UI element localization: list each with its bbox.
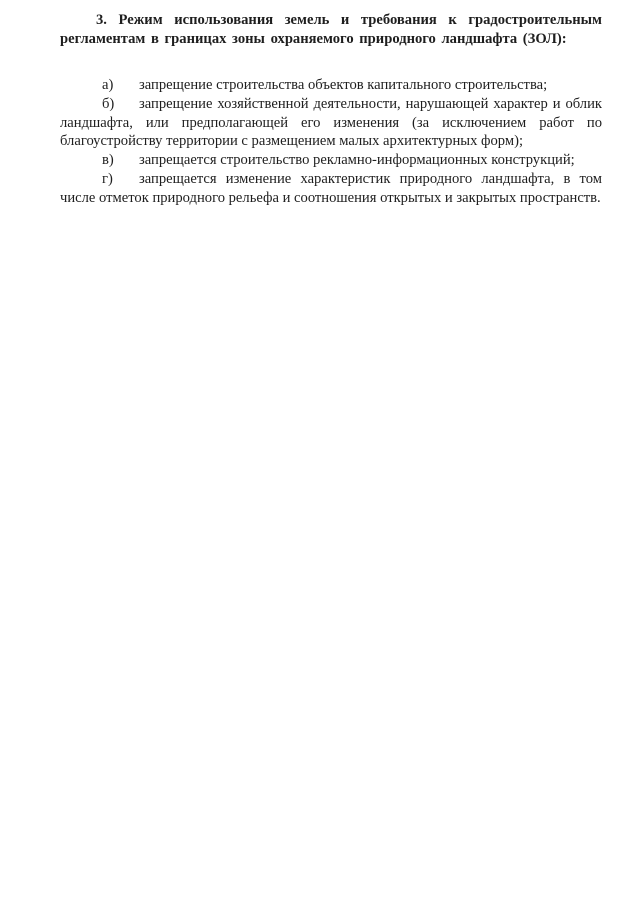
section-heading: 3. Режим использования земель и требования к градостроительным регламентам в границах зоны охраняемого природного ландшафта (ЗОЛ): — [60, 12, 602, 47]
document-body — [60, 11, 602, 208]
clause-v — [60, 151, 602, 170]
clause-text: запрещение строительства объектов капитального строительства; — [139, 77, 548, 93]
clause-marker: в) — [102, 152, 114, 169]
clause-marker: а) — [102, 77, 114, 93]
clause-text: запрещается изменение характеристик природного ландшафта, в том числе отметок природного рельефа и соотношения открытых и закрытых пространств. — [60, 170, 602, 206]
clause-text: запрещение хозяйственной деятельности, нарушающей характер и облик ландшафта, или предполагающей его изменения (за исключением работ по благоустройству территории с размещением малых архитектурных форм); — [60, 95, 602, 150]
clause-marker: г) — [102, 170, 113, 187]
clause-list — [60, 76, 602, 208]
clause-marker: б) — [102, 95, 115, 112]
clause-g — [60, 170, 602, 208]
clause-text: запрещается строительство рекламно-информационных конструкций; — [139, 152, 575, 169]
clause-a — [60, 76, 602, 95]
clause-b — [60, 95, 602, 151]
